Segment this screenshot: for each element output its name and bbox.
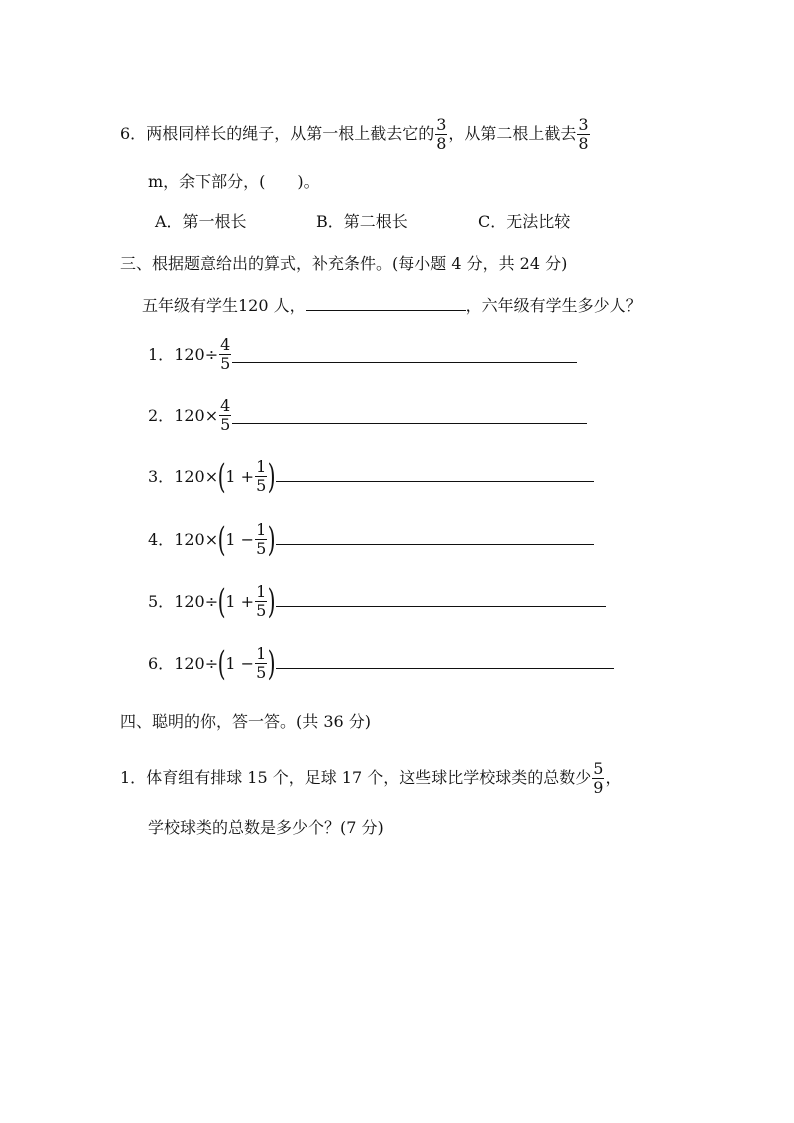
q6-fraction-1 [435,116,447,153]
section4-title: 四、聪明的你，答一答。(共 36 分) [120,712,372,731]
fraction-denominator: 5 [256,663,267,682]
q6-option-a: A．第一根长 [155,212,247,231]
q6-option-b: B．第二根长 [316,212,408,231]
section4-q1-line1 [120,760,621,797]
item-fraction [219,336,231,373]
open-paren: ( [217,581,226,622]
item-expression: 120× [174,529,219,549]
q1-fraction [592,760,604,797]
item-fraction [219,397,231,434]
fraction-numerator: 3 [578,115,589,134]
item-number: 1． [148,344,175,364]
item-number: 6． [148,653,175,673]
item-expression: 120÷ [174,653,219,673]
fraction-denominator: 5 [220,354,231,373]
item-inner: 1 + [225,466,255,486]
item-fraction [255,458,267,495]
answer-line[interactable] [276,543,594,545]
q6-fraction-2 [577,116,589,153]
fraction-denominator: 5 [256,539,267,558]
section3-item-4 [148,521,594,558]
stem-text-b: ，六年级有学生多少人？ [465,296,642,315]
answer-line[interactable] [232,361,577,363]
q6-option-c: C．无法比较 [478,212,571,231]
q6-line2: m，余下部分，( )。 [148,172,320,191]
item-number: 3． [148,466,175,486]
section3-item-5 [148,583,606,620]
item-inner: 1 − [225,653,255,673]
open-paren: ( [217,643,226,684]
q1-number: 1． [120,768,147,787]
fraction-numerator: 1 [256,520,267,539]
item-expression: 120÷ [174,344,219,364]
close-paren: ) [267,456,276,497]
fraction-denominator: 5 [256,476,267,495]
item-expression: 120÷ [174,591,219,611]
open-paren: ( [217,456,226,497]
section3-title: 三、根据题意给出的算式，补充条件。(每小题 4 分，共 24 分) [120,254,568,273]
fraction-numerator: 4 [220,335,231,354]
q6-text-b: ，从第二根上截去 [448,124,577,143]
fraction-numerator: 1 [256,582,267,601]
stem-text-a: 五年级有学生120 人， [142,296,306,315]
item-expression: 120× [174,405,219,425]
section3-item-1 [148,336,577,373]
fraction-denominator: 8 [578,134,589,153]
item-fraction [255,645,267,682]
fraction-numerator: 5 [593,759,604,778]
answer-line[interactable] [276,667,614,669]
answer-line[interactable] [232,422,587,424]
q6-text-a: 两根同样长的绳子，从第一根上截去它的 [146,124,435,143]
fraction-numerator: 4 [220,396,231,415]
q1-tail: ， [605,768,622,787]
item-expression: 120× [174,466,219,486]
section3-item-6 [148,645,614,682]
item-number: 4． [148,529,175,549]
fraction-denominator: 9 [593,778,604,797]
answer-line[interactable] [276,480,594,482]
fraction-numerator: 3 [436,115,447,134]
condition-blank[interactable] [306,309,466,311]
fraction-denominator: 8 [436,134,447,153]
section4-q1-line2: 学校球类的总数是多少个？(7 分) [148,818,384,837]
fraction-numerator: 1 [256,644,267,663]
fraction-numerator: 1 [256,457,267,476]
q6-line1 [120,116,591,153]
fraction-denominator: 5 [256,601,267,620]
open-paren: ( [217,519,226,560]
section3-stem [142,296,642,316]
item-number: 2． [148,405,175,425]
item-inner: 1 − [225,529,255,549]
item-fraction [255,583,267,620]
q6-number: 6． [120,124,147,143]
fraction-denominator: 5 [220,415,231,434]
answer-line[interactable] [276,605,606,607]
close-paren: ) [267,519,276,560]
close-paren: ) [267,643,276,684]
item-fraction [255,521,267,558]
close-paren: ) [267,581,276,622]
item-inner: 1 + [225,591,255,611]
item-number: 5． [148,591,175,611]
section3-item-3 [148,458,594,495]
q1-text: 体育组有排球 15 个，足球 17 个，这些球比学校球类的总数少 [146,768,592,787]
section3-item-2 [148,397,587,434]
